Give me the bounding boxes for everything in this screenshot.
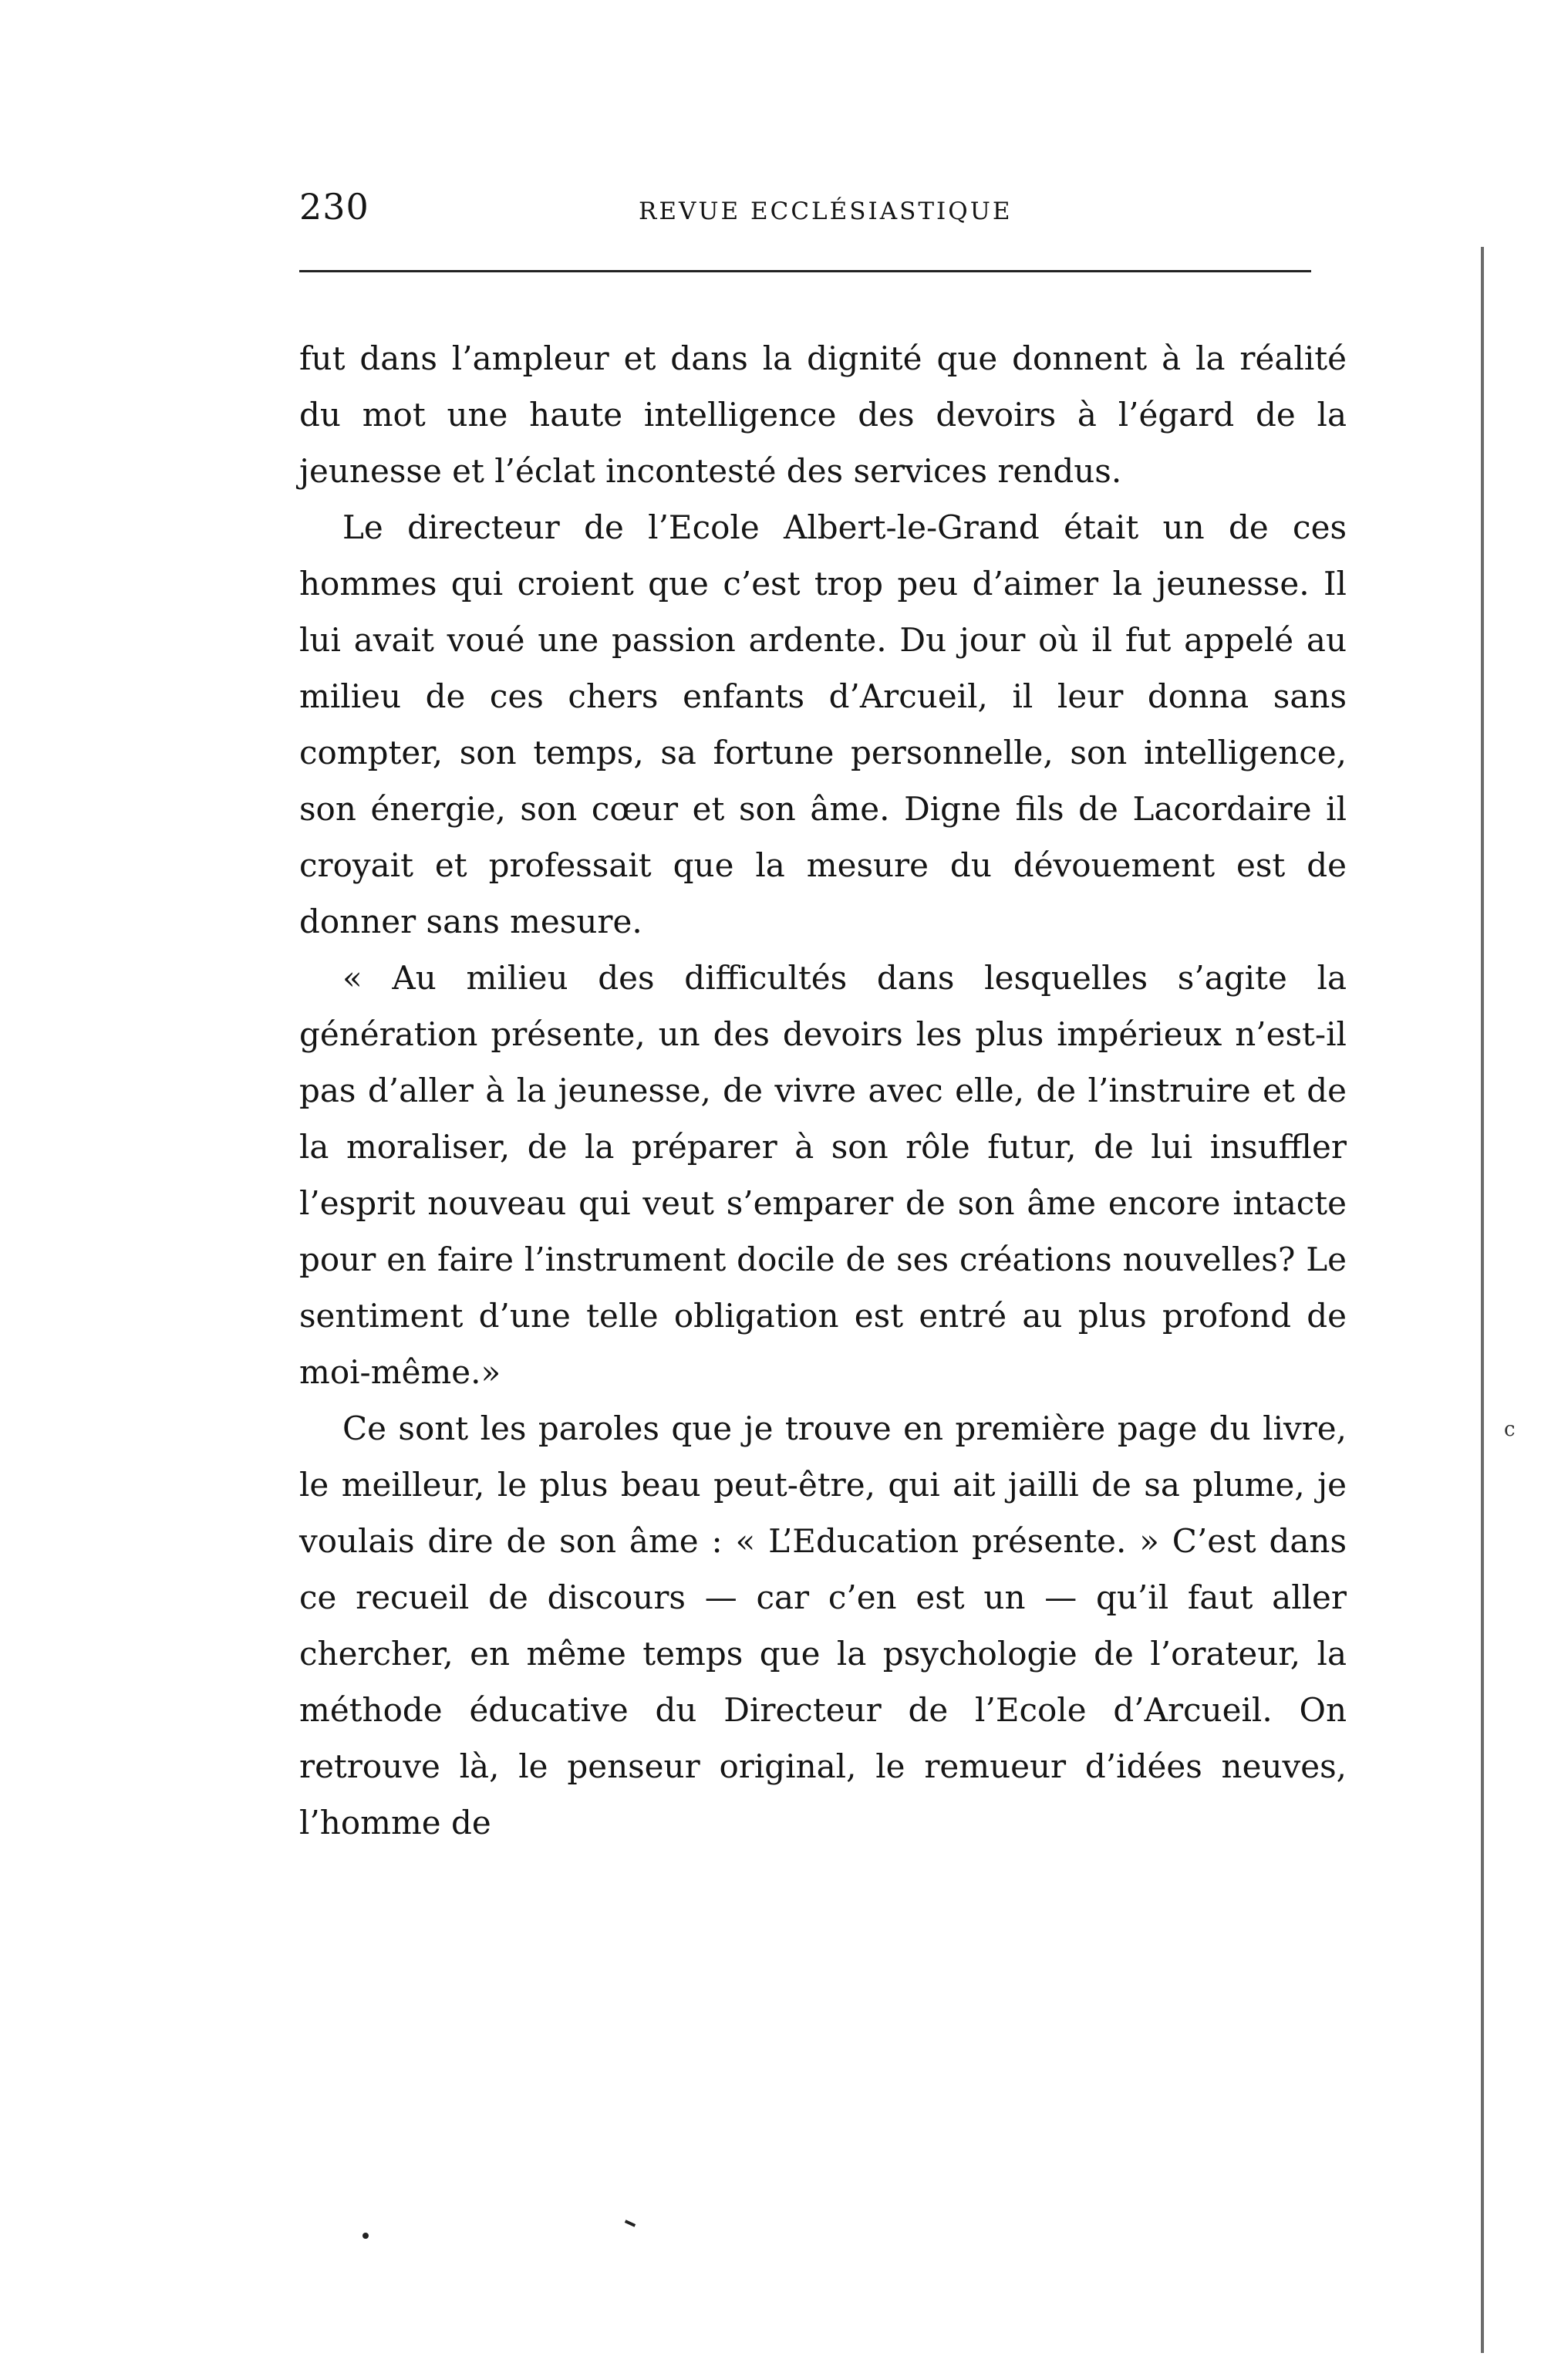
paragraph-1: fut dans l’ampleur et dans la dignité que donnent à la réalité du mot une haute intelligence des devoirs à l’égard de la jeunesse et l’éclat incontesté des services rendus. [299,339,1347,490]
print-speck [625,2220,636,2227]
body-text [299,330,1347,1851]
running-title: REVUE ECCLÉSIASTIQUE [639,197,1013,225]
paragraph-4: Ce sont les paroles que je trouve en première page du livre, le meilleur, le plus beau peut-être, qui ait jailli de sa plume, je voulais dire de son âme : « L’Education présente. » C’est dans ce recueil de discours — car c’en est un — qu’il faut aller chercher, en même temps que la psychologie de l’orateur, la méthode éducative du Directeur de l’Ecole d’Arcueil. On retrouve là, le penseur original, le remueur d’idées neuves, l’homme de [299,1409,1347,1842]
print-speck [362,2233,369,2239]
page-number: 230 [299,186,369,228]
paragraph-3: « Au milieu des difficultés dans lesquelles s’agite la génération présente, un des devoirs les plus impérieux n’est-il pas d’aller à la jeunesse, de vivre avec elle, de l’instruire et de la moraliser, de la préparer à son rôle futur, de lui insuffler l’esprit nouveau qui veut s’emparer de son âme encore intacte pour en faire l’instrument docile de ses créations nouvelles? Le sentiment d’une telle obligation est entré au plus profond de moi-même.» [299,959,1347,1391]
header-rule [299,270,1311,272]
margin-mark: c [1504,1418,1516,1441]
paragraph-2: Le directeur de l’Ecole Albert-le-Grand était un de ces hommes qui croient que c’est trop peu d’aimer la jeunesse. Il lui avait voué une passion ardente. Du jour où il fut appelé au milieu de ces chers enfants d’Arcueil, il leur donna sans compter, son temps, sa fortune personnelle, son intelligence, son énergie, son cœur et son âme. Digne fils de Lacordaire il croyait et professait que la mesure du dévouement est de donner sans mesure. [299,508,1347,940]
binding-edge-line [1481,247,1484,2353]
